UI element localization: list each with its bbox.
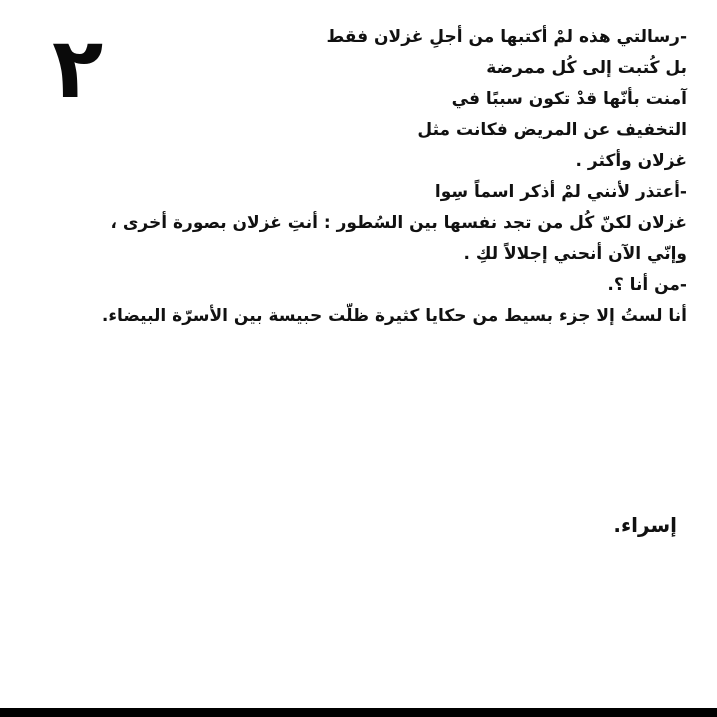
letter-line: -رسالتي هذه لمْ أكتبها من أجلِ غزلان فقط — [326, 27, 687, 47]
letter-line: وإنّي الآن أنحني إجلالاً لكِ . — [463, 244, 687, 264]
letter-line: أنا لستُ إلا جزء بسيط من حكايا كثيرة ظلّت حبيسة بين الأسرّة البيضاء. — [101, 306, 687, 326]
bottom-border — [0, 708, 717, 717]
letter-line: التخفيف عن المريض فكانت مثل — [417, 120, 687, 140]
letter-line: بل كُتبت إلى كُل ممرضة — [486, 58, 687, 78]
page-number: ٢ — [52, 19, 104, 117]
letter-line: آمنت بأنّها قدْ تكون سببًا في — [451, 89, 687, 109]
letter-body — [67, 22, 687, 332]
letter-line: -من أنا ؟. — [607, 275, 687, 295]
letter-line: -أعتذر لأنني لمْ أذكر اسماً سِوا — [434, 182, 687, 202]
signature: إسراء. — [613, 513, 677, 537]
letter-line: غزلان وأكثر . — [575, 151, 687, 171]
letter-line: غزلان لكنّ كُل من تجد نفسها بين السُطور : أنتِ غزلان بصورة أخرى ، — [110, 213, 687, 233]
